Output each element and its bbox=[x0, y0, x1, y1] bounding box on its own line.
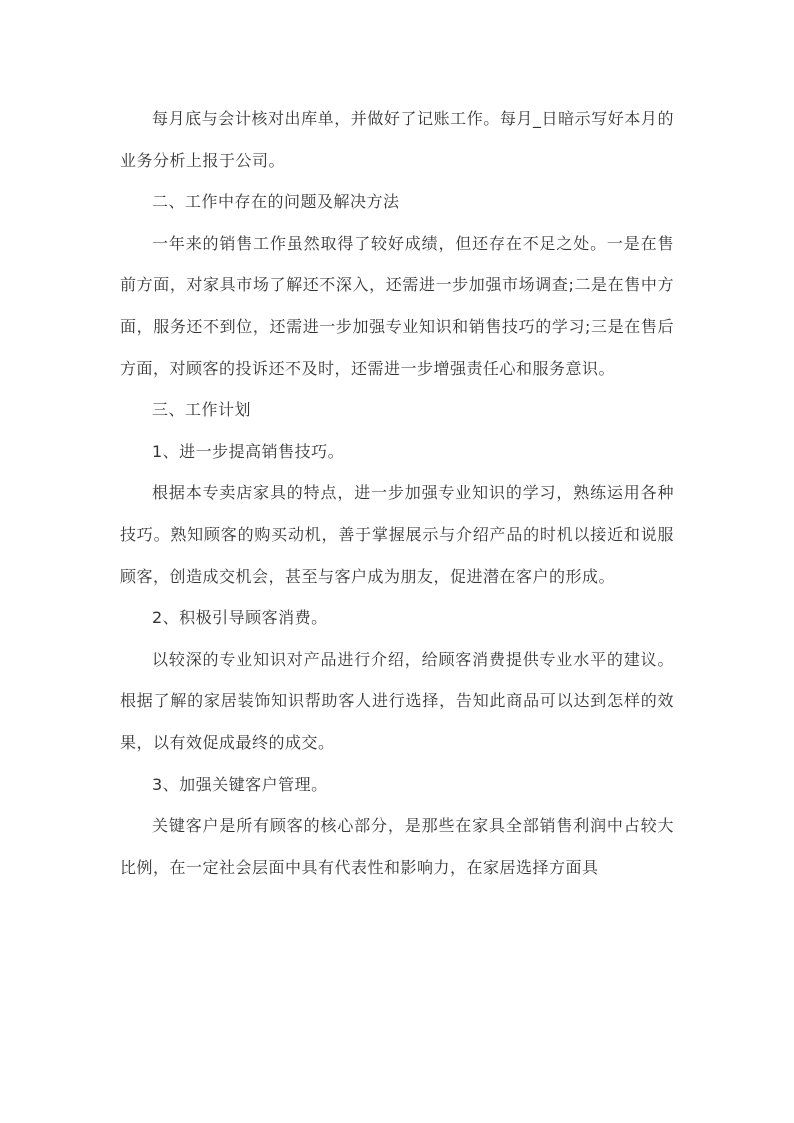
paragraph-shortcomings: 一年来的销售工作虽然取得了较好成绩，但还存在不足之处。一是在售前方面，对家具市场了解还不深入，还需进一步加强市场调查;二是在售中方面，服务还不到位，还需进一步加强专业知识和销售技巧的学习;三是在售后方面，对顾客的投诉还不及时，还需进一步增强责任心和服务意识。 bbox=[120, 233, 674, 378]
heading-plan-item-1: 1、进一步提高销售技巧。 bbox=[152, 441, 345, 461]
paragraph-monthly-reconciliation: 每月底与会计核对出库单，并做好了记账工作。每月_日暗示写好本月的业务分析上报于公司。 bbox=[120, 109, 674, 170]
document-body bbox=[120, 98, 674, 888]
heading-plan-item-2: 2、积极引导顾客消费。 bbox=[152, 608, 328, 628]
heading-problems-and-solutions: 二、工作中存在的问题及解决方法 bbox=[152, 192, 400, 212]
heading-work-plan: 三、工作计划 bbox=[152, 400, 252, 420]
heading-plan-item-3: 3、加强关键客户管理。 bbox=[152, 774, 328, 794]
paragraph-plan-item-1: 根据本专卖店家具的特点，进一步加强专业知识的学习，熟练运用各种技巧。熟知顾客的购买动机，善于掌握展示与介绍产品的时机以接近和说服顾客，创造成交机会，甚至与客户成为朋友，促进潜在客户的形成。 bbox=[120, 483, 674, 586]
paragraph-plan-item-3: 关键客户是所有顾客的核心部分，是那些在家具全部销售利润中占较大比例，在一定社会层面中具有代表性和影响力，在家居选择方面具 bbox=[120, 816, 674, 877]
paragraph-plan-item-2: 以较深的专业知识对产品进行介绍，给顾客消费提供专业水平的建议。根据了解的家居装饰知识帮助客人进行选择，告知此商品可以达到怎样的效果，以有效促成最终的成交。 bbox=[120, 649, 674, 752]
